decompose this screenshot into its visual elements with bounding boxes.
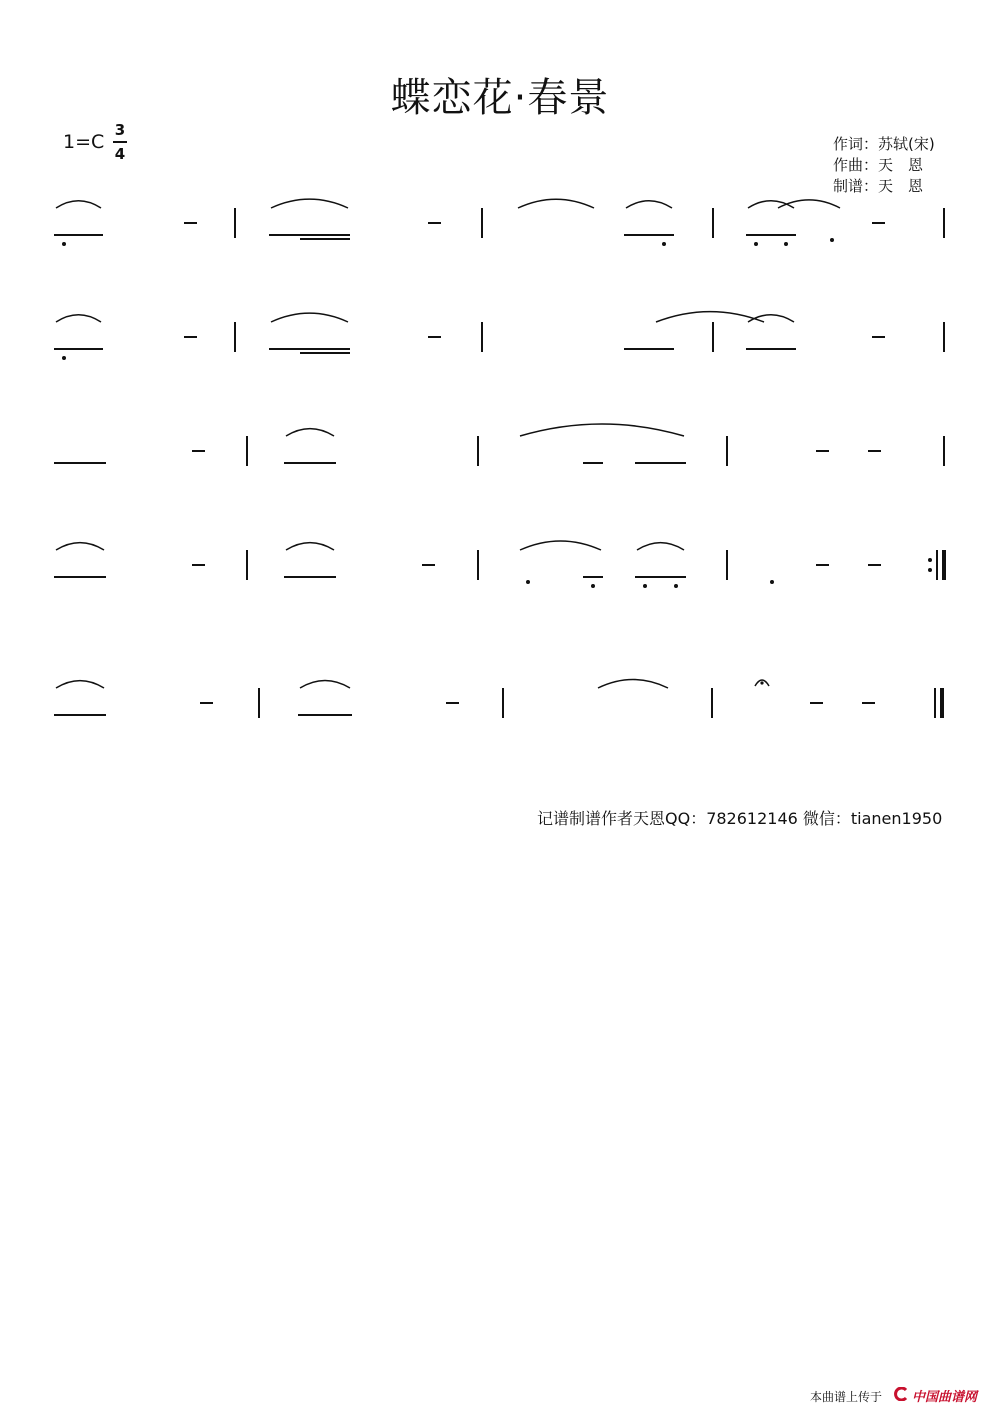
dash-note — [446, 702, 459, 704]
final-thin-barline — [934, 688, 936, 718]
barline — [481, 208, 483, 238]
lower-octave-dot — [643, 584, 647, 588]
site-name: 中国曲谱网 — [912, 1390, 978, 1405]
dash-note — [192, 450, 205, 452]
barline — [234, 208, 236, 238]
slur — [520, 424, 684, 436]
slur — [778, 200, 840, 208]
dash-note — [422, 564, 435, 566]
underline-beam — [269, 348, 350, 350]
barline — [502, 688, 504, 718]
barline — [246, 436, 248, 466]
barline — [726, 436, 728, 466]
dash-note — [192, 564, 205, 566]
lower-octave-dot — [754, 242, 758, 246]
barline — [258, 688, 260, 718]
underline-beam — [300, 238, 350, 240]
barline — [234, 322, 236, 352]
barline — [712, 322, 714, 352]
final-barline — [940, 688, 944, 718]
slur — [748, 315, 794, 322]
page-title: 蝶恋花·春景 — [390, 75, 610, 121]
underline-beam — [635, 462, 686, 464]
underline-beam — [624, 234, 674, 236]
slur — [56, 201, 101, 208]
slur — [518, 199, 594, 208]
slur — [56, 681, 104, 688]
repeat-thin-barline — [936, 550, 938, 580]
lower-octave-dot — [770, 580, 774, 584]
dash-note — [872, 336, 885, 338]
key-signature: 1=C — [63, 131, 105, 153]
lower-octave-dot — [62, 356, 66, 360]
dash-note — [810, 702, 823, 704]
lower-octave-dot — [674, 584, 678, 588]
dash-note — [816, 564, 829, 566]
dash-note — [868, 450, 881, 452]
slur — [271, 313, 348, 322]
underline-beam — [298, 714, 352, 716]
barline — [481, 322, 483, 352]
slur — [56, 315, 101, 322]
site-logo-icon — [893, 1387, 909, 1401]
dash-note — [184, 336, 197, 338]
underline-beam — [284, 576, 336, 578]
repeat-dot — [928, 568, 932, 572]
lower-octave-dot — [784, 242, 788, 246]
time-signature-numerator: 3 — [114, 121, 126, 139]
underline-beam — [54, 234, 103, 236]
barline — [477, 436, 479, 466]
arranger-credit: 制谱：天 恩 — [833, 177, 924, 195]
barline — [246, 550, 248, 580]
underline-beam — [583, 576, 603, 578]
slur — [626, 201, 672, 208]
slur — [656, 312, 764, 322]
barline — [477, 550, 479, 580]
underline-beam — [746, 348, 796, 350]
underline-beam — [635, 576, 686, 578]
barline — [943, 322, 945, 352]
slur — [271, 199, 348, 208]
barline — [943, 208, 945, 238]
repeat-dot — [928, 558, 932, 562]
dash-note — [862, 702, 875, 704]
underline-beam — [54, 348, 103, 350]
lower-octave-dot — [662, 242, 666, 246]
slur — [300, 681, 350, 689]
underline-beam — [54, 714, 106, 716]
composer-credit: 作曲：天 恩 — [833, 156, 924, 174]
dash-note — [428, 336, 441, 338]
underline-beam — [54, 462, 106, 464]
dash-note — [872, 222, 885, 224]
barline — [712, 208, 714, 238]
slur — [598, 680, 668, 689]
dash-note — [428, 222, 441, 224]
slur — [637, 543, 684, 550]
slur — [56, 543, 104, 550]
lower-octave-dot — [591, 584, 595, 588]
repeat-barline — [942, 550, 946, 580]
slur — [520, 541, 601, 550]
slur — [286, 429, 334, 436]
fermata-dot — [760, 681, 763, 684]
slur — [286, 543, 334, 550]
time-signature-denominator: 4 — [114, 145, 126, 163]
lower-octave-dot — [526, 580, 530, 584]
barline — [943, 436, 945, 466]
dash-note — [816, 450, 829, 452]
underline-beam — [300, 352, 350, 354]
dash-note — [868, 564, 881, 566]
dash-note — [200, 702, 213, 704]
lyricist-credit: 作词：苏轼(宋) — [833, 135, 935, 153]
barline — [711, 688, 713, 718]
underline-beam — [54, 576, 106, 578]
underline-beam — [284, 462, 336, 464]
lower-octave-dot — [830, 238, 834, 242]
score-author-credit: 记谱制谱作者天恩QQ：782612146 微信：tianen1950 — [537, 809, 943, 828]
underline-beam — [746, 234, 796, 236]
dash-note — [184, 222, 197, 224]
barline — [726, 550, 728, 580]
underline-beam — [624, 348, 674, 350]
underline-beam — [269, 234, 350, 236]
upload-note: 本曲谱上传于 — [810, 1390, 883, 1404]
lower-octave-dot — [62, 242, 66, 246]
underline-beam — [583, 462, 603, 464]
